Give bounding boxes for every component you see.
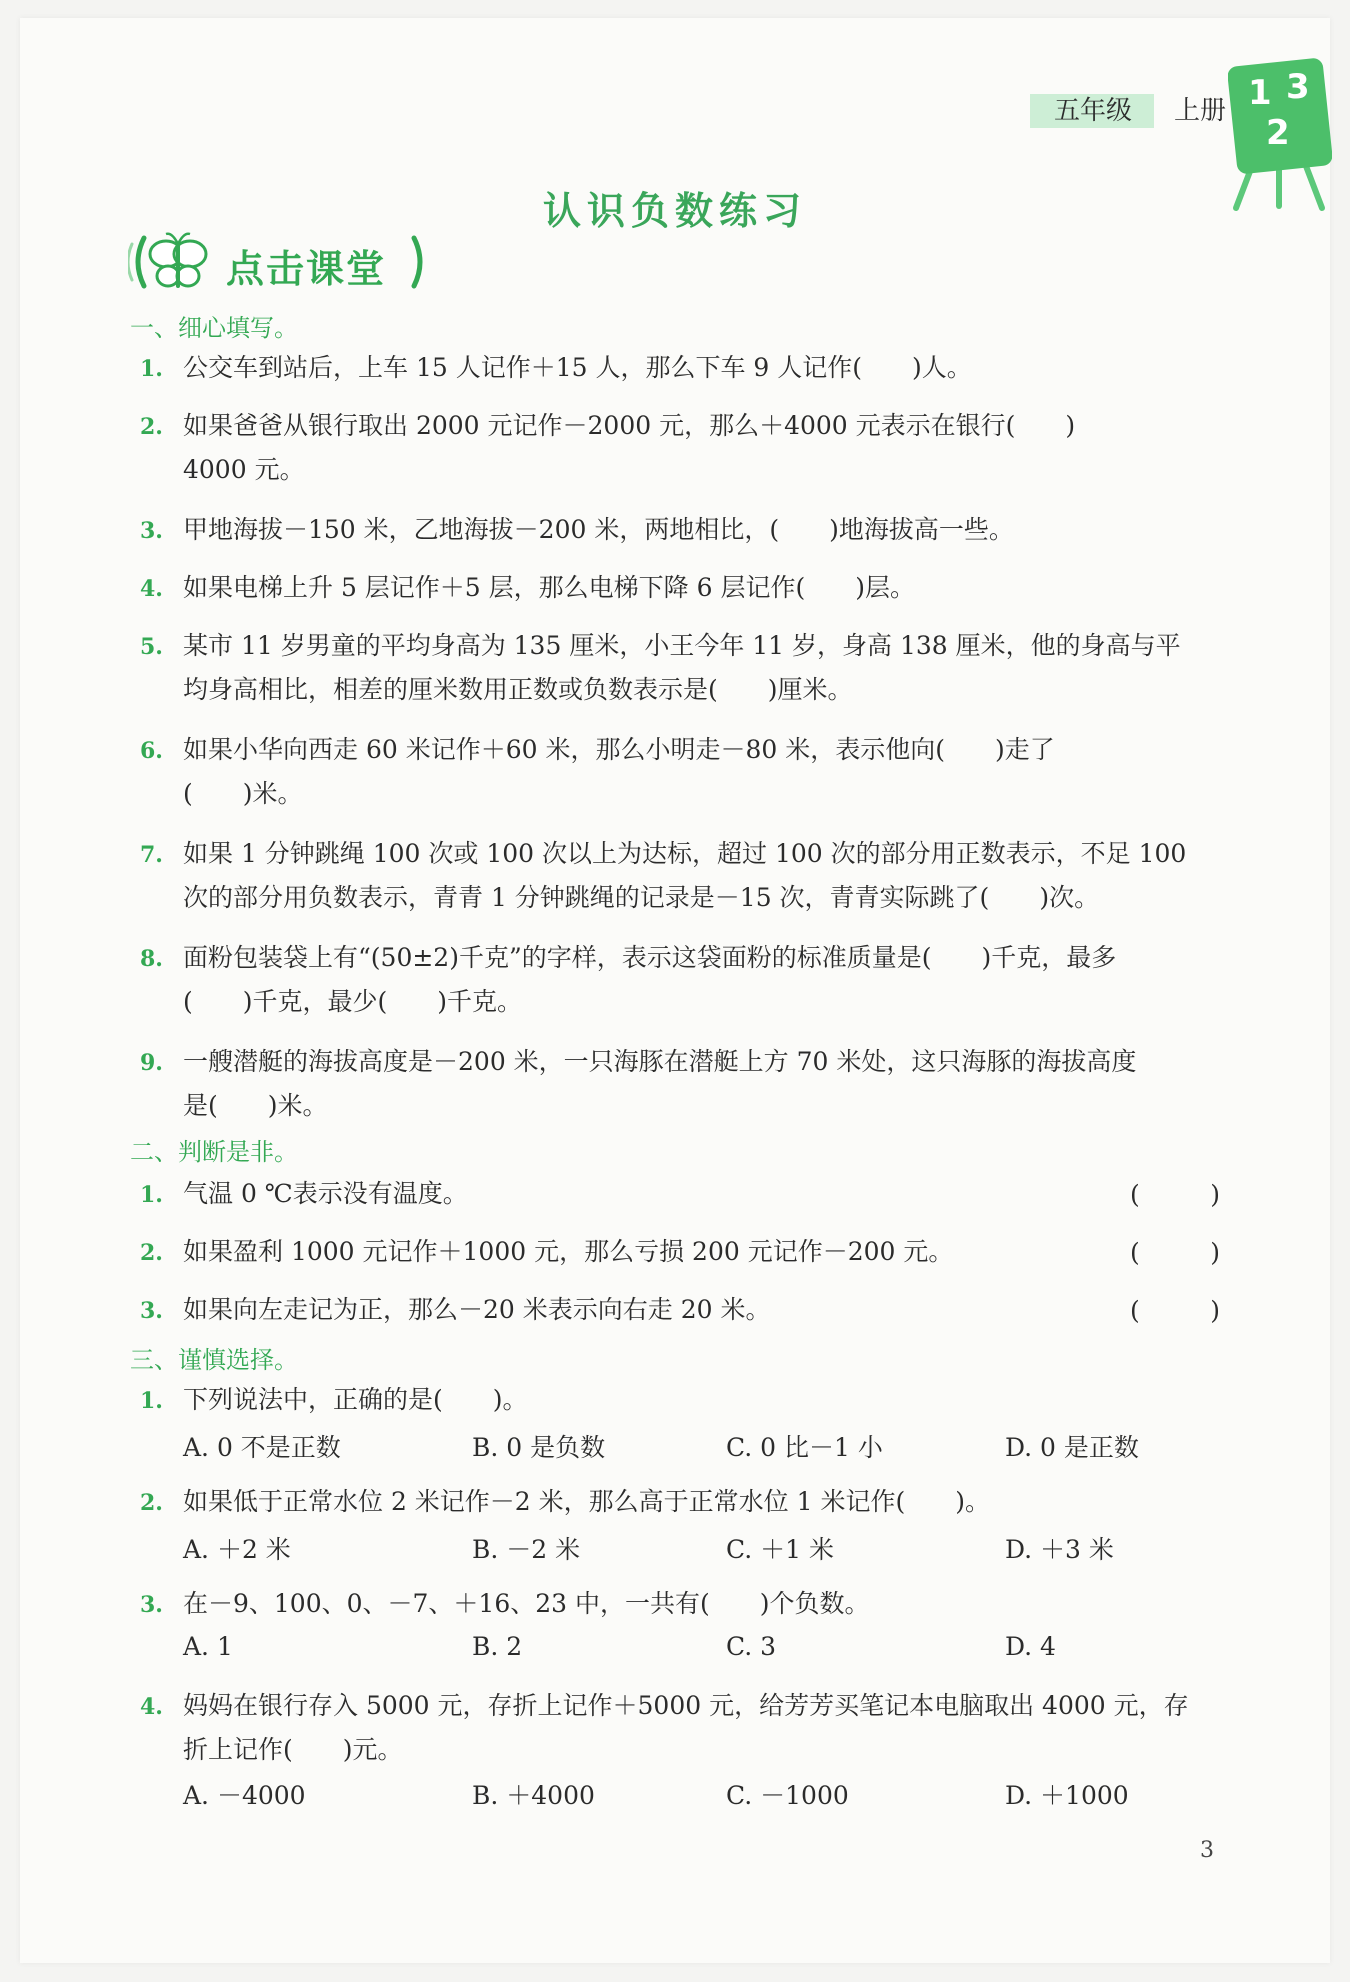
s3-q1-option-a[interactable]: A. 0 不是正数 <box>183 1433 341 1462</box>
board-digit-1: 1 <box>1248 73 1272 113</box>
s1-q9-number: 9. <box>140 1050 163 1076</box>
s3-q4-option-d[interactable]: D. ＋1000 <box>1005 1781 1129 1810</box>
s1-q2-number: 2. <box>140 414 163 440</box>
s1-q1-number: 1. <box>140 356 163 382</box>
s2-q2-number: 2. <box>140 1240 163 1266</box>
s1-q3-number: 3. <box>140 518 163 544</box>
s3-q4-option-c[interactable]: C. －1000 <box>726 1781 849 1810</box>
page-number: 3 <box>1200 1838 1214 1863</box>
s3-q3-option-d[interactable]: D. 4 <box>1005 1632 1056 1661</box>
s3-q2-option-d[interactable]: D. ＋3 米 <box>1005 1535 1114 1564</box>
section-2-heading: 二、判断是非。 <box>130 1138 298 1166</box>
s1-q6-text: 如果小华向西走 60 米记作＋60 米，那么小明走－80 米，表示他向( )走了 ( )米。 <box>183 735 1055 808</box>
grade-label: 五年级 <box>1030 94 1154 128</box>
s3-q1-number: 1. <box>140 1388 163 1414</box>
s3-q2-option-b[interactable]: B. －2 米 <box>472 1535 581 1564</box>
s3-q3-text: 在－9、100、0、－7、＋16、23 中，一共有( )个负数。 <box>183 1589 870 1618</box>
s1-q5-text: 某市 11 岁男童的平均身高为 135 厘米，小王今年 11 岁，身高 138 厘米，他的身高与平 均身高相比，相差的厘米数用正数或负数表示是( )厘米。 <box>183 631 1181 704</box>
s1-q6-number: 6. <box>140 738 163 764</box>
s1-q8-text: 面粉包装袋上有“(50±2)千克”的字样，表示这袋面粉的标准质量是( )千克，最多 ( )千克，最少( )千克。 <box>183 943 1117 1016</box>
s3-q1-option-c[interactable]: C. 0 比－1 小 <box>726 1433 883 1462</box>
s3-q2-option-a[interactable]: A. ＋2 米 <box>183 1535 291 1564</box>
s2-q2-text: 如果盈利 1000 元记作＋1000 元，那么亏损 200 元记作－200 元。 <box>183 1237 954 1266</box>
section-1-heading: 一、细心填写。 <box>130 314 298 342</box>
s2-q3-number: 3. <box>140 1298 163 1324</box>
s3-q3-option-a[interactable]: A. 1 <box>183 1632 233 1661</box>
volume-label: 上册 <box>1174 96 1227 126</box>
s3-q4-text: 妈妈在银行存入 5000 元，存折上记作＋5000 元，给芳芳买笔记本电脑取出 4000 元，存 折上记作( )元。 <box>183 1691 1189 1764</box>
s2-q1-text: 气温 0 ℃表示没有温度。 <box>183 1179 468 1208</box>
s3-q4-number: 4. <box>140 1694 163 1720</box>
s3-q2-option-c[interactable]: C. ＋1 米 <box>726 1535 834 1564</box>
s2-q1-answer-paren[interactable]: ( ) <box>1130 1180 1220 1209</box>
page-title: 认识负数练习 <box>542 189 807 233</box>
s1-q3-text: 甲地海拔－150 米，乙地海拔－200 米，两地相比，( )地海拔高一些。 <box>183 515 1014 544</box>
s1-q1-text: 公交车到站后，上车 15 人记作＋15 人，那么下车 9 人记作( )人。 <box>183 353 972 382</box>
s3-q1-option-d[interactable]: D. 0 是正数 <box>1005 1433 1139 1462</box>
s3-q4-option-a[interactable]: A. －4000 <box>183 1781 306 1810</box>
s2-q3-text: 如果向左走记为正，那么－20 米表示向右走 20 米。 <box>183 1295 771 1324</box>
s3-q2-number: 2. <box>140 1490 163 1516</box>
s3-q4-option-b[interactable]: B. ＋4000 <box>472 1781 595 1810</box>
s1-q2-text: 如果爸爸从银行取出 2000 元记作－2000 元，那么＋4000 元表示在银行( ) 4000 元。 <box>183 411 1076 484</box>
s3-q3-option-c[interactable]: C. 3 <box>726 1632 777 1661</box>
butterfly-icon <box>150 234 206 286</box>
s1-q4-text: 如果电梯上升 5 层记作＋5 层，那么电梯下降 6 层记作( )层。 <box>183 573 915 602</box>
board-digit-2: 3 <box>1286 67 1310 107</box>
board-digit-3: 2 <box>1266 113 1290 153</box>
s3-q1-option-b[interactable]: B. 0 是负数 <box>472 1433 606 1462</box>
s1-q4-number: 4. <box>140 576 163 602</box>
s1-q7-number: 7. <box>140 842 163 868</box>
s2-q2-answer-paren[interactable]: ( ) <box>1130 1238 1220 1267</box>
s3-q1-text: 下列说法中，正确的是( )。 <box>183 1385 528 1414</box>
s3-q3-number: 3. <box>140 1592 163 1618</box>
s1-q9-text: 一艘潜艇的海拔高度是－200 米，一只海豚在潜艇上方 70 米处，这只海豚的海拔高度 是( )米。 <box>183 1047 1137 1120</box>
s1-q7-text: 如果 1 分钟跳绳 100 次或 100 次以上为达标，超过 100 次的部分用正数表示，不足 100 次的部分用负数表示，青青 1 分钟跳绳的记录是－15 次，青青实际跳了( )次。 <box>183 839 1187 912</box>
s1-q5-number: 5. <box>140 634 163 660</box>
s3-q2-text: 如果低于正常水位 2 米记作－2 米，那么高于正常水位 1 米记作( )。 <box>183 1487 990 1516</box>
s2-q3-answer-paren[interactable]: ( ) <box>1130 1296 1220 1325</box>
banner-title: 点击课堂 <box>226 247 387 291</box>
s3-q3-option-b[interactable]: B. 2 <box>472 1632 523 1661</box>
s2-q1-number: 1. <box>140 1182 163 1208</box>
s1-q8-number: 8. <box>140 946 163 972</box>
section-3-heading: 三、谨慎选择。 <box>130 1346 298 1374</box>
